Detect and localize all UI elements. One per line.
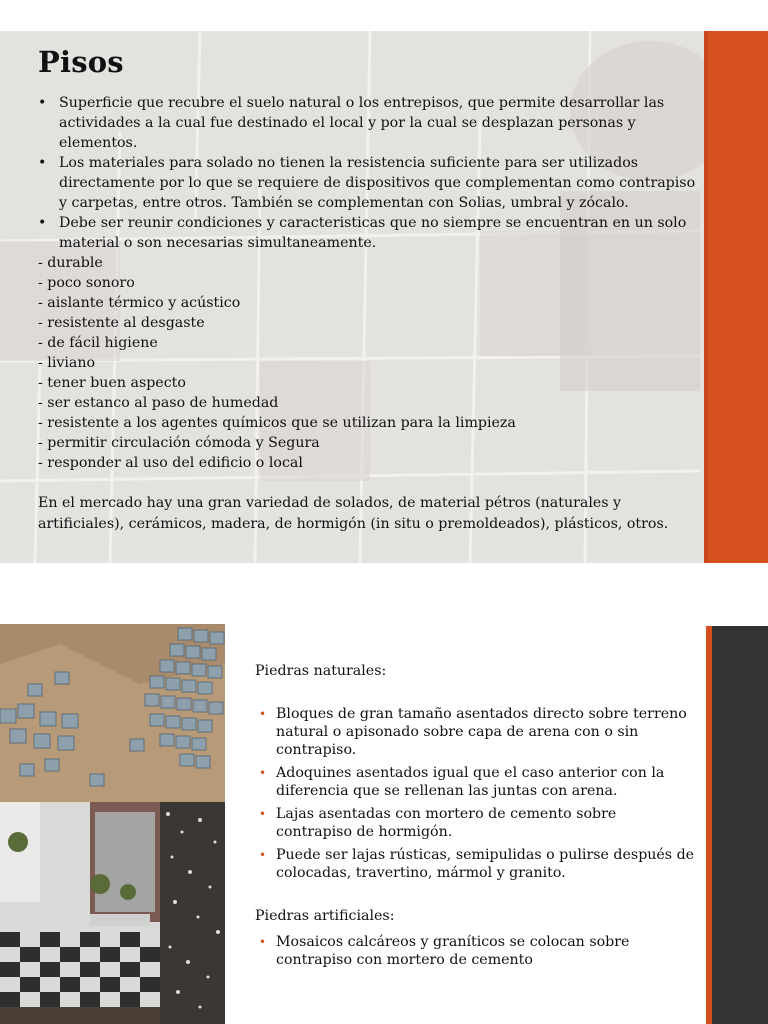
bullet-text: Debe ser reunir condiciones y caracteristicas que no siempre se encuentran en un solo material o son necesarias simultaneamente. bbox=[59, 215, 687, 251]
requirement-item: - tener buen aspecto bbox=[38, 375, 186, 391]
bullet-text: Bloques de gran tamaño asentados directo sobre terreno natural o apisonado sobre capa de arena con o sin contrapiso. bbox=[276, 706, 687, 758]
slide-title: Pisos bbox=[38, 45, 124, 79]
bullet-text: Los materiales para solado no tienen la resistencia suficiente para ser utilizados directamente por lo que se requiere de dispositivos que complementan como contrapiso y carpetas, entre otros. También se complementan con Solias, umbral y zócalo. bbox=[59, 155, 696, 211]
heading-piedras-artificiales: Piedras artificiales: bbox=[255, 908, 395, 924]
requirement-item: - aislante térmico y acústico bbox=[38, 295, 241, 311]
summary-paragraph: En el mercado hay una gran variedad de solados, de material pétros (naturales y artificiales), cerámicos, madera, de hormigón (in situ o premoldeados), plásticos, otros. bbox=[38, 495, 669, 532]
accent-stripe-orange bbox=[708, 31, 768, 563]
heading-piedras-naturales: Piedras naturales: bbox=[255, 663, 387, 679]
slide-piedras bbox=[0, 624, 768, 1024]
bullet-text: Superficie que recubre el suelo natural o los entrepisos, que permite desarrollar las actividades a la cual fue destinado el local y por la cual se desplazan personas y elementos. bbox=[59, 95, 665, 151]
slide-pisos bbox=[0, 31, 768, 563]
requirement-item: - durable bbox=[38, 255, 103, 271]
natural-stones-list bbox=[255, 705, 695, 882]
checkered-terrace-photo bbox=[0, 802, 160, 1024]
bullet-text: Puede ser lajas rústicas, semipulidas o pulirse después de colocadas, travertino, mármol y granito. bbox=[276, 847, 695, 881]
requirement-item: - resistente a los agentes químicos que se utilizan para la limpieza bbox=[38, 415, 516, 431]
bullet-dot-icon: • bbox=[259, 807, 267, 821]
bullet-list bbox=[38, 93, 698, 253]
requirement-item: - responder al uso del edificio o local bbox=[38, 455, 303, 471]
bullet-item bbox=[255, 705, 695, 759]
slide-content bbox=[38, 45, 698, 535]
bullet-dot-icon: • bbox=[259, 935, 267, 949]
cobblestone-photo bbox=[0, 624, 225, 802]
slide-content bbox=[255, 662, 695, 974]
bullet-item bbox=[38, 213, 698, 253]
requirement-item: - poco sonoro bbox=[38, 275, 135, 291]
terrazzo-photo bbox=[160, 802, 225, 1024]
accent-stripe-dark bbox=[712, 626, 768, 1024]
bullet-dot-icon: • bbox=[259, 766, 267, 780]
bullet-item bbox=[38, 153, 698, 213]
requirements-list bbox=[38, 253, 698, 473]
bullet-dot-icon: • bbox=[259, 707, 267, 721]
bullet-item bbox=[255, 933, 695, 969]
bullet-dot-icon: • bbox=[38, 95, 47, 111]
bullet-dot-icon: • bbox=[38, 155, 47, 171]
requirement-item: - resistente al desgaste bbox=[38, 315, 205, 331]
bullet-text: Lajas asentadas con mortero de cemento sobre contrapiso de hormigón. bbox=[276, 806, 617, 840]
photo-column bbox=[0, 624, 225, 1024]
requirement-item: - ser estanco al paso de humedad bbox=[38, 395, 279, 411]
requirement-item: - de fácil higiene bbox=[38, 335, 158, 351]
bullet-item bbox=[255, 764, 695, 800]
artificial-stones-list bbox=[255, 933, 695, 969]
bullet-text: Adoquines asentados igual que el caso anterior con la diferencia que se rellenan las juntas con arena. bbox=[276, 765, 665, 799]
bullet-dot-icon: • bbox=[259, 848, 267, 862]
bullet-item bbox=[38, 93, 698, 153]
bullet-item bbox=[255, 846, 695, 882]
requirement-item: - liviano bbox=[38, 355, 96, 371]
bullet-item bbox=[255, 805, 695, 841]
bullet-text: Mosaicos calcáreos y graníticos se colocan sobre contrapiso con mortero de cemento bbox=[276, 934, 630, 968]
bullet-dot-icon: • bbox=[38, 215, 47, 231]
requirement-item: - permitir circulación cómoda y Segura bbox=[38, 435, 320, 451]
